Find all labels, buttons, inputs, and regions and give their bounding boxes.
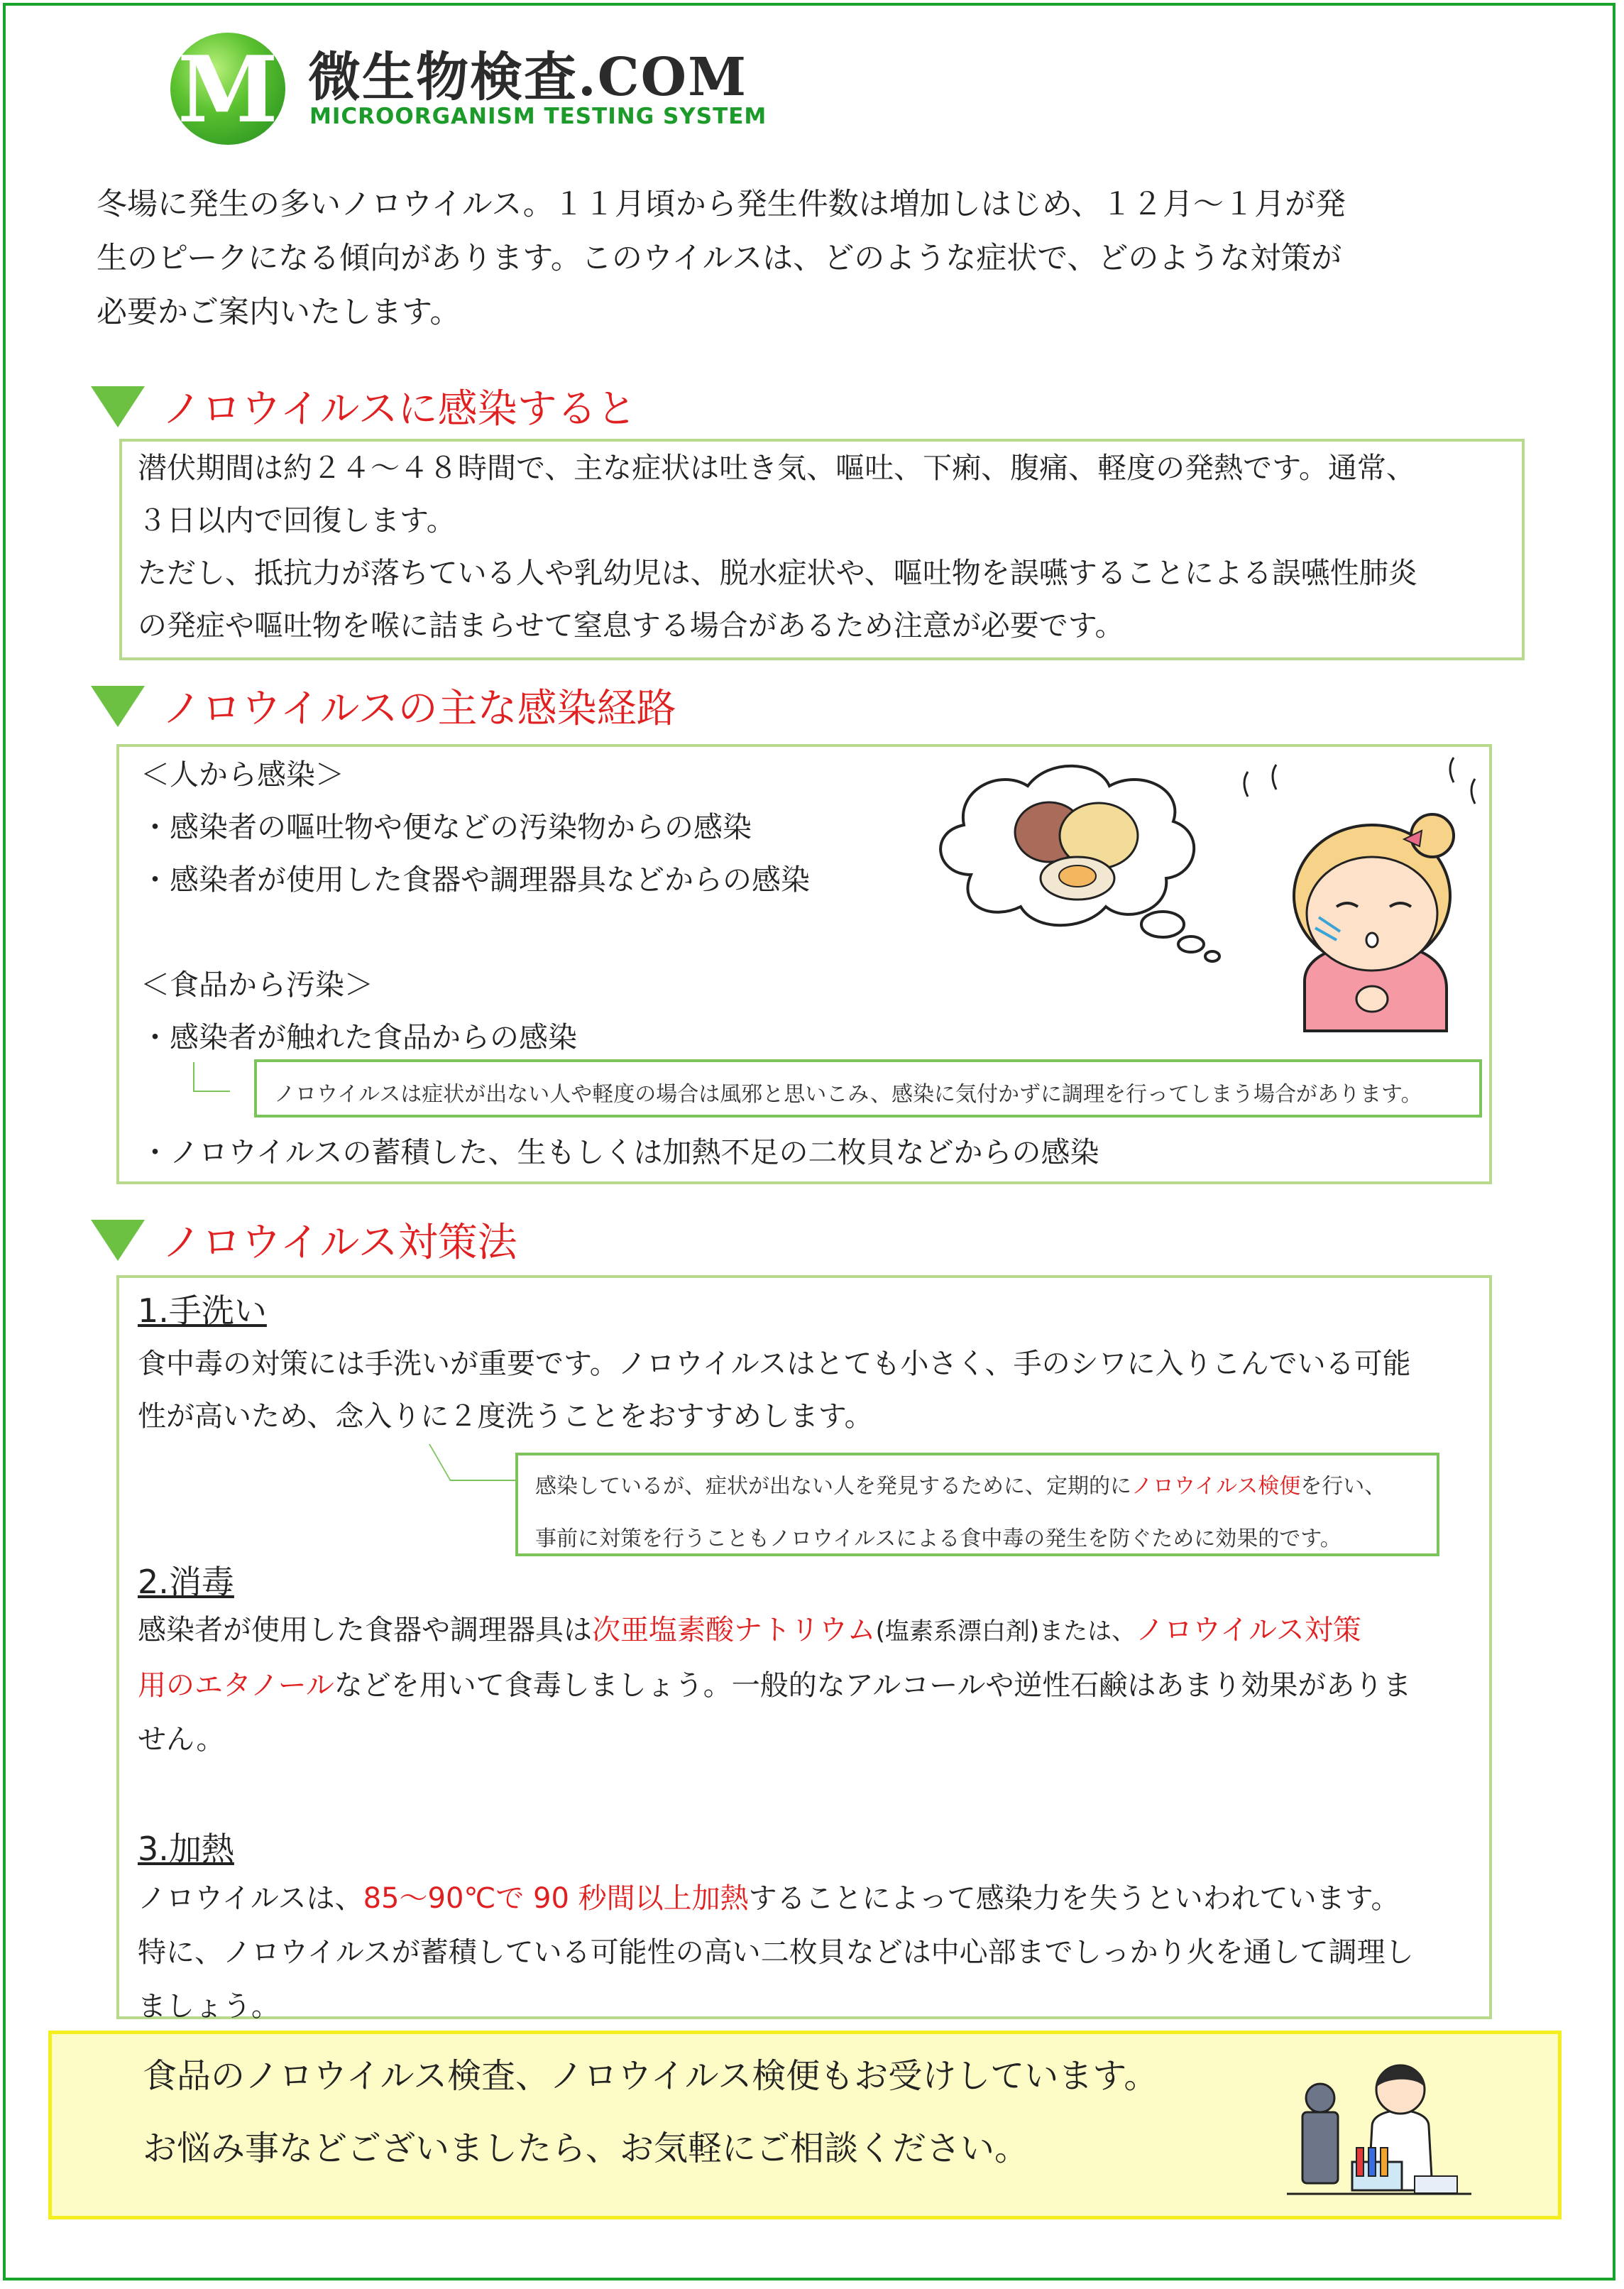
section-marker-icon bbox=[91, 386, 145, 427]
section-title: ノロウイルス対策法 bbox=[162, 1220, 517, 1266]
disinfect-heading: 2.消毒 bbox=[138, 1563, 234, 1601]
handwash-note-line: 事前に対策を行うこともノロウイルスによる食中毒の発生を防ぐために効果的です。 bbox=[535, 1526, 1342, 1551]
logo-subtitle: MICROORGANISM TESTING SYSTEM bbox=[309, 104, 767, 129]
note-highlight: ノロウイルス検便 bbox=[1131, 1474, 1301, 1499]
section-title: ノロウイルスに感染すると bbox=[162, 386, 637, 432]
route-item: ・ノロウイルスの蓄積した、生もしくは加熱不足の二枚貝などからの感染 bbox=[141, 1135, 1099, 1169]
disinfect-line: 感染者が使用した食器や調理器具は次亜塩素酸ナトリウム(塩素系漂白剤)または、ノロウイルス対策 bbox=[138, 1614, 1361, 1646]
logo-mark: M bbox=[177, 37, 278, 143]
contact-banner bbox=[48, 2031, 1562, 2219]
route-heading: ＜人から感染＞ bbox=[141, 758, 344, 792]
symptoms-line: 潜伏期間は約２４～４８時間で、主な症状は吐き気、嘔吐、下痢、腹痛、軽度の発熱です。通常、 bbox=[138, 451, 1415, 485]
countermeasures-box bbox=[116, 1275, 1492, 2023]
handwash-note-line: 感染しているが、症状が出ない人を発見するために、定期的にノロウイルス検便を行い、 bbox=[535, 1474, 1386, 1499]
logo-title: 微生物検査.COM bbox=[308, 47, 748, 108]
heat-line: 特に、ノロウイルスが蓄積している可能性の高い二枚貝などは中心部までしっかり火を通して調理し bbox=[138, 1936, 1414, 1969]
section-marker-icon bbox=[91, 686, 145, 727]
cta-line: 食品のノロウイルス検査、ノロウイルス検便もお受けしています。 bbox=[143, 2056, 1158, 2096]
route-item: ・感染者が使用した食器や調理器具などからの感染 bbox=[141, 863, 810, 897]
disinfect-line: 用のエタノールなどを用いて食毒しましょう。一般的なアルコールや逆性石鹸はあまり効果がありま bbox=[138, 1669, 1412, 1702]
intro-line: 冬場に発生の多いノロウイルス。１１月頃から発生件数は増加しはじめ、１２月～１月が発 bbox=[97, 187, 1346, 222]
route-item: ・感染者の嘔吐物や便などの汚染物からの感染 bbox=[141, 810, 752, 844]
handwash-heading: 1.手洗い bbox=[138, 1291, 267, 1330]
heat-line: ノロウイルスは、85～90℃で 90 秒間以上加熱することによって感染力を失うといわれています。 bbox=[138, 1882, 1400, 1915]
handwash-line: 性が高いため、念入りに２度洗うことをおすすめします。 bbox=[138, 1400, 873, 1433]
sick-girl-illustration bbox=[907, 754, 1482, 1038]
disinfect-line: せん。 bbox=[138, 1723, 225, 1756]
section-marker-icon bbox=[91, 1220, 145, 1261]
food-note-text: ノロウイルスは症状が出ない人や軽度の場合は風邪と思いこみ、感染に気付かずに調理を行ってしまう場合があります。 bbox=[274, 1082, 1422, 1107]
symptoms-line: ３日以内で回復します。 bbox=[138, 503, 456, 537]
routes-box bbox=[116, 744, 1492, 1184]
symptoms-line: の発症や嘔吐物を喉に詰まらせて窒息する場合があるため注意が必要です。 bbox=[138, 608, 1124, 643]
heat-line: ましょう。 bbox=[138, 1990, 280, 2023]
intro-line: 生のピークになる傾向があります。このウイルスは、どのような症状で、どのような対策が bbox=[97, 241, 1342, 276]
cta-line: お悩み事などございましたら、お気軽にご相談ください。 bbox=[143, 2129, 1029, 2168]
logo-badge bbox=[170, 33, 285, 145]
lab-technician-illustration bbox=[1287, 2048, 1471, 2206]
intro-paragraph bbox=[97, 177, 1559, 339]
route-heading: ＜食品から汚染＞ bbox=[141, 968, 373, 1002]
route-item: ・感染者が触れた食品からの感染 bbox=[141, 1020, 577, 1054]
girl-figure bbox=[1244, 758, 1475, 1031]
intro-line: 必要かご案内いたします。 bbox=[97, 295, 461, 330]
handwash-note-box bbox=[515, 1453, 1439, 1556]
note-leader bbox=[429, 1444, 522, 1481]
symptoms-box bbox=[119, 439, 1525, 660]
food-note-box bbox=[254, 1059, 1482, 1118]
symptoms-line: ただし、抵抗力が落ちている人や乳幼児は、脱水症状や、嘔吐物を誤嚥することによる誤嚥性肺炎 bbox=[138, 556, 1417, 590]
section-title: ノロウイルスの主な感染経路 bbox=[162, 686, 676, 732]
handwash-line: 食中毒の対策には手洗いが重要です。ノロウイルスはとても小さく、手のシワに入りこんでいる可能 bbox=[138, 1348, 1411, 1380]
note-leader bbox=[193, 1062, 230, 1092]
heat-heading: 3.加熱 bbox=[138, 1830, 234, 1868]
